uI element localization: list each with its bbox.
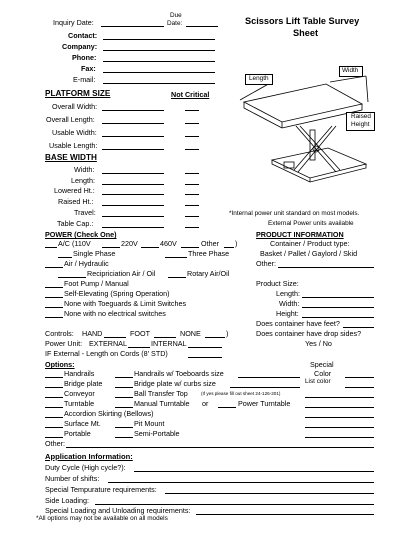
- due-date-field[interactable]: [186, 26, 218, 27]
- inquiry-date-field[interactable]: [101, 26, 164, 27]
- conveyor-label: Conveyor: [64, 389, 95, 398]
- page-title-line2: Sheet: [293, 28, 319, 38]
- bridge-plate-curbs-label: Bridge plate w/ curbs size: [134, 379, 216, 388]
- controls-label: Controls:: [45, 329, 74, 338]
- company-label: Company:: [62, 42, 98, 51]
- v220-label: 220V: [121, 239, 138, 248]
- product-size-label: Product Size:: [256, 279, 299, 288]
- external-power-note: External Power units available: [268, 220, 354, 227]
- width-label: Width: [342, 67, 359, 74]
- turntable-label: Turntable: [64, 399, 95, 408]
- contact-field[interactable]: [103, 39, 215, 40]
- other-voltage-field[interactable]: [224, 247, 234, 248]
- options-other-label: Other:: [45, 439, 65, 448]
- controls-foot-check[interactable]: [154, 337, 176, 338]
- usable-width-label: Usable Width:: [52, 128, 97, 137]
- product-other-field[interactable]: [278, 267, 374, 268]
- semi-portable-check[interactable]: [115, 437, 133, 438]
- phone-field[interactable]: [103, 61, 215, 62]
- base-length-not-critical[interactable]: [185, 184, 199, 185]
- recip-label: Recipriciation Air / Oil: [87, 269, 156, 278]
- container-type-label: Container / Product type:: [270, 239, 350, 248]
- base-length-label: Length:: [71, 176, 95, 185]
- yes-no-label: Yes / No: [305, 339, 332, 348]
- overall-length-label: Overall Length:: [46, 115, 95, 124]
- ball-transfer-check[interactable]: [115, 397, 133, 398]
- manual-turntable-label: Manual Turntable: [134, 399, 190, 408]
- controls-foot-label: FOOT: [130, 329, 150, 338]
- table-cap-not-critical[interactable]: [185, 227, 199, 228]
- product-width-field[interactable]: [302, 307, 374, 308]
- raised-ht-not-critical[interactable]: [185, 205, 199, 206]
- container-feet-field[interactable]: [343, 327, 374, 328]
- turntable-check[interactable]: [45, 407, 63, 408]
- travel-label: Travel:: [74, 208, 96, 217]
- surface-mt-label: Surface Mt.: [64, 419, 101, 428]
- product-width-label: Width:: [279, 299, 300, 308]
- rotary-check[interactable]: [168, 277, 186, 278]
- pit-mount-check[interactable]: [115, 427, 133, 428]
- raised-ht-field[interactable]: [102, 205, 164, 206]
- other-voltage-label: Other: [201, 239, 219, 248]
- email-field[interactable]: [103, 83, 215, 84]
- loading-requirements-label: Special Loading and Unloading requirements:: [45, 506, 191, 515]
- shifts-label: Number of shifts:: [45, 474, 100, 483]
- page-title-line1: Scissors Lift Table Survey: [245, 16, 360, 26]
- v220-check[interactable]: [102, 247, 120, 248]
- semi-portable-label: Semi-Portable: [134, 429, 180, 438]
- controls-none-check[interactable]: [205, 337, 225, 338]
- single-phase-label: Single Phase: [73, 249, 116, 258]
- manual-turntable-check[interactable]: [115, 407, 133, 408]
- overall-length-field[interactable]: [102, 123, 164, 124]
- usable-length-field[interactable]: [102, 149, 164, 150]
- controls-hand-label: HAND: [82, 329, 103, 338]
- base-width-label: Width:: [74, 165, 95, 174]
- portable-color-field[interactable]: [305, 437, 374, 438]
- container-drop-question: Does container have drop sides?: [256, 329, 362, 338]
- power-heading: POWER (Check One): [45, 230, 117, 239]
- v460-check[interactable]: [141, 247, 159, 248]
- usable-width-not-critical[interactable]: [185, 136, 199, 137]
- height-label: Height: [351, 121, 370, 128]
- self-elevating-label: Self-Elevating (Spring Operation): [64, 289, 170, 298]
- raised-ht-label: Raised Ht.:: [58, 197, 94, 206]
- internal-power-note: *Internal power unit standard on most models.: [229, 210, 360, 217]
- product-info-heading: PRODUCT INFORMATION: [256, 230, 344, 239]
- product-length-label: Length:: [276, 289, 300, 298]
- overall-width-not-critical[interactable]: [185, 110, 199, 111]
- base-width-heading: BASE WIDTH: [45, 153, 97, 162]
- bridge-plate-label: Bridge plate: [64, 379, 103, 388]
- product-height-field[interactable]: [302, 317, 374, 318]
- inquiry-date-label: Inquiry Date:: [53, 18, 94, 27]
- product-height-label: Height:: [276, 309, 299, 318]
- power-unit-internal-label: INTERNAL: [151, 339, 187, 348]
- skirting-color-field[interactable]: [305, 417, 374, 418]
- toeguards-label: None with Toeguards & Limit Switches: [64, 299, 187, 308]
- surface-color-field[interactable]: [305, 427, 374, 428]
- handrails-color-field[interactable]: [345, 377, 374, 378]
- three-phase-label: Three Phase: [188, 249, 230, 258]
- side-loading-label: Side Loading:: [45, 496, 89, 505]
- handrails-toeboards-check[interactable]: [115, 377, 133, 378]
- ball-transfer-note: (If yes please fill out sheet 24-126-201): [201, 391, 281, 396]
- base-length-field[interactable]: [102, 184, 164, 185]
- travel-not-critical[interactable]: [185, 216, 199, 217]
- power-unit-external-check[interactable]: [128, 347, 150, 348]
- options-heading: Options:: [45, 360, 75, 369]
- container-feet-question: Does container have feet?: [256, 319, 340, 328]
- overall-width-label: Overall Width:: [52, 102, 98, 111]
- handrails-check[interactable]: [45, 377, 63, 378]
- usable-length-label: Usable Length:: [49, 141, 98, 150]
- accordion-skirting-check[interactable]: [45, 417, 63, 418]
- due-label-top: Due: [170, 12, 182, 19]
- surface-mt-check[interactable]: [45, 427, 63, 428]
- lowered-ht-field[interactable]: [102, 194, 164, 195]
- portable-check[interactable]: [45, 437, 63, 438]
- voltage-close-paren: ): [235, 239, 238, 248]
- power-turntable-check[interactable]: [218, 407, 236, 408]
- product-other-label: Other:: [256, 259, 276, 268]
- foot-pump-label: Foot Pump / Manual: [64, 279, 129, 288]
- duty-cycle-field[interactable]: [134, 471, 374, 472]
- temperature-field[interactable]: [165, 493, 374, 494]
- handrails-label: Handrails: [64, 369, 95, 378]
- turntable-or-label: or: [202, 399, 209, 408]
- color-label: Color: [314, 369, 332, 378]
- fax-field[interactable]: [103, 72, 215, 73]
- no-switches-check[interactable]: [45, 317, 63, 318]
- self-elevating-check[interactable]: [45, 297, 63, 298]
- external-cord-label: IF External - Length on Cords (8' STD): [45, 349, 168, 358]
- bridge-plate-color-field[interactable]: [345, 387, 374, 388]
- bridge-plate-curbs-size-field[interactable]: [230, 387, 300, 388]
- usable-length-not-critical[interactable]: [185, 149, 199, 150]
- conveyor-color-field[interactable]: [305, 397, 374, 398]
- rotary-label: Rotary Air/Oil: [187, 269, 230, 278]
- controls-hand-check[interactable]: [104, 337, 126, 338]
- shifts-field[interactable]: [108, 482, 374, 483]
- loading-requirements-field[interactable]: [196, 514, 374, 515]
- handrails-toeboards-size-field[interactable]: [238, 377, 300, 378]
- base-width-not-critical[interactable]: [185, 173, 199, 174]
- lowered-ht-label: Lowered Ht.:: [54, 186, 95, 195]
- handrails-toeboards-label: Handrails w/ Toeboards size: [134, 369, 224, 378]
- length-callout: [245, 74, 273, 85]
- power-unit-external-label: EXTERNAL: [89, 339, 127, 348]
- conveyor-check[interactable]: [45, 397, 63, 398]
- accordion-skirting-label: Accordion Skirting (Bellows): [64, 409, 154, 418]
- controls-none-label: NONE: [180, 329, 201, 338]
- not-critical-heading: Not Critical: [171, 90, 210, 99]
- platform-size-heading: PLATFORM SIZE: [45, 89, 111, 98]
- due-date-label: Date:: [167, 20, 183, 27]
- width-callout: [339, 66, 363, 77]
- table-cap-label: Table Cap.:: [57, 219, 94, 228]
- list-color-label: List color: [305, 378, 331, 385]
- company-field[interactable]: [103, 50, 215, 51]
- application-heading: Application Information:: [45, 452, 133, 461]
- length-label: Length: [249, 75, 269, 82]
- lowered-ht-not-critical[interactable]: [185, 194, 199, 195]
- air-hydraulic-label: Air / Hydraulic: [64, 259, 109, 268]
- pit-mount-label: Pit Mount: [134, 419, 165, 428]
- contact-label: Contact:: [68, 31, 98, 40]
- options-other-field[interactable]: [66, 447, 374, 448]
- duty-cycle-label: Duty Cycle (High cycle?):: [45, 463, 126, 472]
- power-unit-label: Power Unit:: [45, 339, 83, 348]
- base-width-field[interactable]: [102, 173, 164, 174]
- temperature-label: Special Tempurature requirements:: [45, 485, 157, 494]
- turntable-color-field[interactable]: [305, 407, 374, 408]
- side-loading-field[interactable]: [95, 504, 374, 505]
- bridge-plate-curbs-check[interactable]: [115, 387, 133, 388]
- other-voltage-check[interactable]: [181, 247, 199, 248]
- overall-width-field[interactable]: [102, 110, 164, 111]
- three-phase-check[interactable]: [165, 257, 187, 258]
- portable-label: Portable: [64, 429, 91, 438]
- ball-transfer-label: Ball Transfer Top: [134, 389, 188, 398]
- power-turntable-label: Power Turntable: [238, 399, 291, 408]
- no-switches-label: None with no electrical switches: [64, 309, 166, 318]
- product-length-field[interactable]: [302, 297, 374, 298]
- container-type-options: Basket / Pallet / Gaylord / Skid: [260, 249, 358, 258]
- availability-footnote: *All options may not be available on all models: [36, 515, 168, 522]
- fax-label: Fax:: [81, 64, 96, 73]
- ac-check[interactable]: [45, 247, 57, 248]
- bridge-plate-check[interactable]: [45, 387, 63, 388]
- raised-label: Raised: [351, 113, 371, 120]
- external-cord-field[interactable]: [188, 357, 222, 358]
- v460-label: 460V: [160, 239, 177, 248]
- ac-110v-label: A/C (110V: [58, 239, 91, 248]
- toeguards-check[interactable]: [45, 307, 63, 308]
- single-phase-check[interactable]: [58, 257, 72, 258]
- travel-field[interactable]: [102, 216, 164, 217]
- foot-pump-check[interactable]: [45, 287, 63, 288]
- controls-close-paren: ): [226, 329, 229, 338]
- air-hydraulic-check[interactable]: [45, 267, 63, 268]
- special-label: Special: [310, 360, 334, 369]
- email-label: E-mail:: [73, 75, 96, 84]
- phone-label: Phone:: [72, 53, 97, 62]
- raised-height-callout: [346, 112, 375, 131]
- recip-check[interactable]: [58, 277, 86, 278]
- table-cap-field[interactable]: [102, 227, 164, 228]
- overall-length-not-critical[interactable]: [185, 123, 199, 124]
- power-unit-internal-check[interactable]: [188, 347, 222, 348]
- usable-width-field[interactable]: [102, 136, 164, 137]
